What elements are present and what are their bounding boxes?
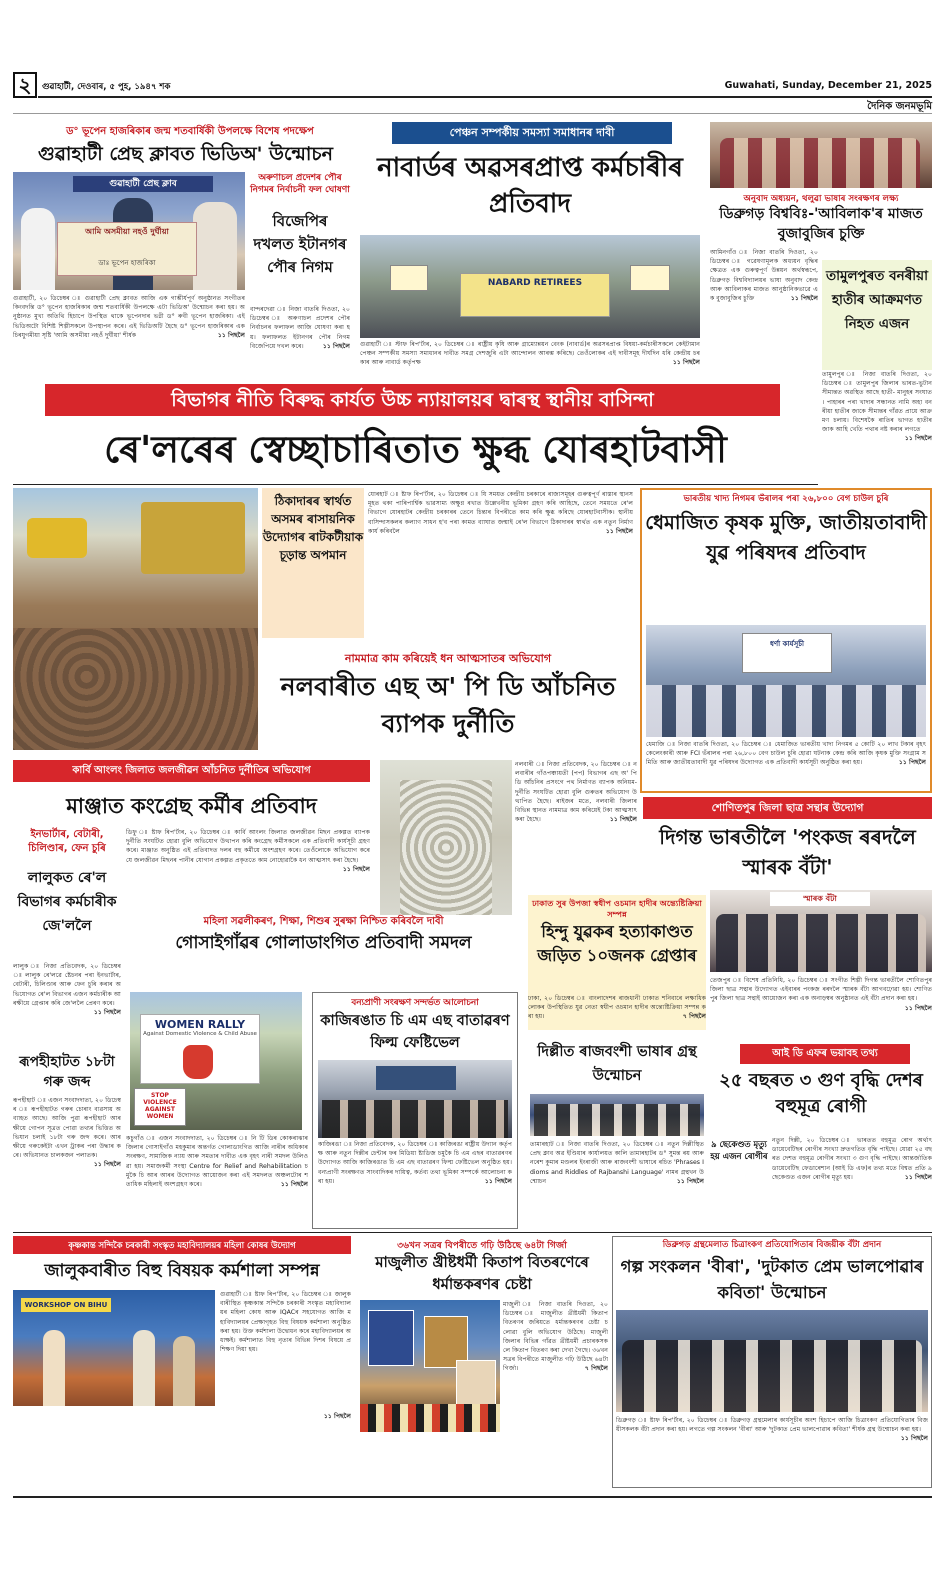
page-bottom-rule (13, 1496, 932, 1498)
story13-kicker: বন্যপ্ৰাণী সংৰক্ষণ সন্দৰ্ভত আলোচনা (351, 998, 479, 1008)
story14-jump[interactable]: ৭ পিছলৈ (682, 1013, 706, 1021)
story17-photo-dancer-2 (133, 1330, 155, 1406)
story7-kicker: নামমাত্ৰ কাম কৰিয়েই ধন আত্মসাতৰ অভিযোগ (344, 652, 552, 665)
story9-body (13, 962, 121, 1040)
story9-kicker: ইনভাৰ্টাৰ, বেটাৰী, চিলিণ্ডাৰ, ফেন চুৰি (28, 829, 106, 854)
story11-headline: দিগন্ত ভাৰতীলৈ 'পংকজ ৰৰদলৈ স্মাৰক বঁটা' (659, 825, 916, 879)
story3-headline: নাবাৰ্ডৰ অৱসৰপ্ৰাপ্ত কৰ্মচাৰীৰ প্ৰতিবাদ (377, 153, 683, 219)
story4-body (710, 248, 818, 373)
story11-body-text: তেজপুৰ ঃ বিশেষ প্ৰতিনিধি, ২০ ডিচেম্বৰ ঃ সংগীত শিল্পী দিগন্ত ভাৰতীলৈ শোণিতপুৰ জিলা ছাত্ৰ সন্থাৰ উদ্যোগত এইবাৰৰ পংকজ ৰৰদলৈ স্মাৰক বঁটা আগবঢ়োৱা হয়। শোণিতপুৰ জিলা ছাত্ৰ সন্থাই আয়োজন কৰা এক অনাড়ম্বৰ অনুষ্ঠানত এই বঁটা প্ৰদান কৰা হয়। (710, 977, 932, 1003)
story6-body-text: ধেমাজি ঃ নিজা বাতৰি দিওতা, ২০ ডিচেম্বৰ ঃ ধেমাজিত ভাৰতীয় খাদ্য নিগমৰ ৫ কোটি ২০ লাখ টকাৰ বৃহৎ কেলেংকাৰী আৰু FCI ভঁৰালৰ পৰা ২৬,৮০০ বেগ চাউল চুৰি হোৱা ঘটনাক কেন্দ্ৰ কৰি আজি কৃষক মুক্তি সংগ্ৰাম সমিতি আৰু জাতীয়তাবাদী যুৱ পৰিষদৰ উদ্যোগত এক প্ৰতিবাদী কাৰ্যসূচী অনুষ্ঠিত কৰা হয়। (646, 741, 926, 767)
story16-jump[interactable]: ১১ পিছলৈ (904, 1173, 932, 1181)
story1-photo-person-left (21, 208, 55, 290)
story2-headline: বিজেপিৰ দখলত ইটানগৰ পৌৰ নিগম (253, 212, 347, 276)
lead-photo (13, 488, 258, 750)
story14-headline: হিন্দু যুৱকৰ হত্যাকাণ্ডত জড়িত ১০জনক গ্ৰেপ্তাৰ (537, 922, 697, 965)
story16-body-text: নতুন দিল্লী, ২০ ডিচেম্বৰ ঃ ভাৰতত বহুমূত্ৰ ৰোগ অৰ্থাৎ ডায়েবেটিছৰ ৰোগীৰ সংখ্যা দ্ৰুতগতিত বৃদ্ধি পাইছে। যোৱা ২৫ বছৰত দেশত বহুমূত্ৰ ৰোগীৰ সংখ্যা ৩ গুণ বৃদ্ধি পাইছে। আন্তৰ্জাতিক ডায়েবেটিছ ফেডাৰেশ্যন (আই ডি এফ)ৰ তথ্য মতে বিশ্বত প্ৰতি ৯ ছেকেণ্ডত এজন ৰোগীৰ মৃত্যু হয়। (772, 1137, 932, 1181)
date-assamese: গুৱাহাটী, দেওবাৰ, ৫ পুহ, ১৯৪৭ শক (42, 82, 171, 92)
story15-photo (530, 1094, 704, 1136)
story18-headline: মাজুলীত খ্ৰীষ্টধৰ্মী কিতাপ বিতৰণেৰে ধৰ্মান্তকৰণৰ চেষ্টা (375, 1254, 589, 1293)
story5-body-text: তামুলপুৰ ঃ নিজা বাতৰি দিওতা, ২০ ডিচেম্বৰ ঃ তামুলপুৰ জিলাৰ ভাৰত-ভুটান সীমান্তত অৱস্থিত আছে হাতী- মানুহৰ সংঘাত। পাহাৰৰ পৰা খাদ্যৰ সন্ধানত নামি অহা বনৰীয়া হাতীৰ জাকে সীমান্তৰ গাঁৱত প্ৰায়ে আক্ৰমণ চলায়। বিশেষকৈ ৰাতিৰ ভাগত হাতীৰ জাক আহি খেতি পথাৰ নষ্ট কৰাৰ লগতে (822, 371, 932, 434)
story17-headline: জালুকবাৰীত বিহু বিষয়ক কৰ্মশালা সম্পন্ন (44, 1261, 320, 1281)
story7-body (515, 760, 637, 915)
story17-photo-dancer-3 (173, 1336, 195, 1406)
lead-photo-excavator (27, 518, 87, 558)
story3-photo-banner-text: NABARD RETIREES (487, 278, 583, 288)
story1-photo-poster-sub: ডাঃ ভূপেন হাজৰিকা (98, 259, 156, 267)
story17-body-bottom (13, 1412, 351, 1484)
story7-photo-road (400, 780, 492, 915)
story8-kicker: কাৰ্বি আংলং জিলাত জলজীৱন আঁচনিত দুৰ্নীতিৰ অভিযোগ (13, 760, 370, 782)
story1-body (13, 294, 245, 374)
story17-photo (13, 1290, 215, 1406)
story13-body (318, 1140, 512, 1226)
story10-body (13, 1096, 121, 1226)
lead-body-text: যোৰহাট ঃ ষ্টাফ ৰিপ'ৰ্টাৰ, ২০ ডিচেম্বৰ ঃ যি সময়ত কেন্দ্ৰীয় চৰকাৰে ৰাজ্যসমূহৰ গুৰুত্বপূৰ্ণ ৰাস্তাৰ স্থানসমূহত থকা পাৰিপাৰ্শ্বিক ভাৱসাম্য অক্ষুণ্ণ ৰখাত উল্লেখনীয় ভূমিকা গ্ৰহণ কৰি আহিছে, তেনে সময়তে ৰে'ল বিভাগে যোৰহাটৰ কেন্দ্ৰীয় চৰকাৰৰ তেনে চিন্তাৰ বিপৰীতে কাম কৰি ক্ষুব্ধ কৰিছে যোৰহাটবাসীক। স্থানীয় বাসিন্দাসকলৰ কল্যাণ সাধন হ'ব পৰা কামত ব্যাঘাত জন্মাই ৰে'ল বিভাগে ঠিকাদাৰৰ স্বাৰ্থত এক নতুন নিৰ্মাণকাৰ্য কৰিবলৈ (368, 491, 633, 535)
bottom-row-rule (13, 1232, 932, 1233)
story6-body (646, 740, 926, 790)
story15-headline: দিল্লীত ৰাজবংশী ভাষাৰ গ্ৰন্থ উন্মোচন (537, 1044, 697, 1084)
story3-photo-sign-left (390, 265, 428, 291)
story14-body (528, 994, 706, 1030)
story2-kicker: অৰুণাচল প্ৰদেশৰ পৌৰ নিগমৰ নিৰ্বাচনী ফল ঘোষণা (250, 173, 350, 195)
story12-headline: গোসাইগাঁৱৰ গোলাডাংগিত প্ৰতিবাদী সমদল (175, 933, 472, 953)
story6-headline: ধেমাজিত কৃষক মুক্তি, জাতীয়তাবাদী যুৱ পৰিষদৰ প্ৰতিবাদ (645, 511, 927, 564)
story17-photo-banner: WORKSHOP ON BIHU (21, 1298, 111, 1312)
story15-jump[interactable]: ১১ পিছলৈ (676, 1177, 704, 1185)
story16-body (772, 1136, 932, 1226)
story10-jump[interactable]: ১১ পিছলৈ (93, 1161, 121, 1169)
story19-jump[interactable]: ১১ পিছলৈ (900, 1435, 928, 1443)
story4-photo-people (720, 138, 920, 188)
lead-red-banner: বিভাগৰ নীতি বিৰুদ্ধ কাৰ্যত উচ্চ ন্যায়ালয়ৰ দ্বাৰস্থ স্থানীয় বাসিন্দা (45, 384, 780, 416)
story18-photo-book-1 (368, 1310, 414, 1366)
story12-photo-sign-text: STOP VIOLENCE AGAINST WOMEN (143, 1092, 177, 1120)
story4-headline: ডিব্ৰুগড় বিশ্ববিঃ-'আবিলাক'ৰ মাজত বুজাবুজিৰ চুক্তি (719, 206, 923, 242)
story8-body-text: ডিফু ঃ ষ্টাফ ৰিপ'ৰ্টাৰ, ২০ ডিচেম্বৰ ঃ কাৰ্বি আংলং জিলাত জলজীৱন মিছন প্ৰকল্পত ব্যাপক দুৰ্নীতি সংঘটিত হোৱা বুলি অভিযোগ উত্থাপন কৰি কংগ্ৰেছ কৰ্মীসকলে এক প্ৰতিবাদী কাৰ্যসূচী গ্ৰহণ কৰে। মাঞ্জাত অনুষ্ঠিত এই প্ৰতিবাদত দলৰ বহু কৰ্মীয়ে অংশগ্ৰহণ কৰে। তেওঁলোকে অভিযোগ কৰে যে জলজীৱন মিছনৰ পানীৰ যোগান প্ৰকল্পত প্ৰকৃততে কাম নোহোৱাকৈ ধন আত্মসাৎ কৰা হৈছে। (126, 829, 370, 864)
story12-kicker: মহিলা সৱলীকৰণ, শিক্ষা, শিশুৰ সুৰক্ষা নিশ্চিত কৰিবলৈ দাবী (203, 916, 444, 927)
story7-body-text: নলবাৰী ঃ নিজা প্ৰতিবেদক, ২০ ডিচেম্বৰ ঃ নলবাৰীৰ গাঁওপঞ্চায়তী (পপ) বিভাগৰ এছ অ' পি ডি আঁচনিৰ প্ৰসংগে পথ নিৰ্মাণত ব্যাপক অনিয়ম-দুৰ্নীতি সংঘটিত হোৱা বুলি গুৰুতৰ অভিযোগ উত্থাপিত হৈছে। ৰাইজৰ মতে, নলবাৰী জিলাৰ বিভিন্ন স্থানত নামমাত্ৰ কাম কৰিয়েই টকা আত্মসাৎ কৰা হৈছে। (515, 761, 637, 824)
story6-photo-sign (742, 633, 832, 673)
story19-body-text: ডিব্ৰুগড় ঃ ষ্টাফ ৰিপ'ৰ্টাৰ, ২০ ডিচেম্বৰ ঃ ডিব্ৰুগড় গ্ৰন্থমেলাৰ কাৰ্যসূচীৰ অংশ হিচাপে আজি চিত্ৰাংকণ প্ৰতিযোগিতাৰ বিজয়ীসকলক বঁটা প্ৰদান কৰা হয়। লগতে গল্প সংকলন 'বীৰা' আৰু 'দুটকাত প্ৰেম ভালপোৱাৰ কবিতা' শীৰ্ষক গ্ৰন্থ উন্মোচন কৰা হয়। (616, 1417, 928, 1434)
story17-body-text: গুৱাহাটী ঃ ষ্টাফ ৰিপ'ৰ্টাৰ, ২০ ডিচেম্বৰ ঃ জালুকবাৰীস্থিত কৃষ্ণকান্ত সন্দিকৈ চৰকাৰী সংস্কৃত মহাবিদ্যালয়ৰ মহিলা কোষ আৰু IQACৰ সহযোগত আজি মহাবিদ্যালয়ৰ প্ৰেক্ষাগৃহত বিহু বিষয়ক কৰ্মশালা অনুষ্ঠিত কৰা হয়। উক্ত কৰ্মশালা উদ্বোধন কৰে মহাবিদ্যালয়ৰ অধ্যক্ষই। কৰ্মশালাত বিহু নৃত্যৰ বিভিন্ন দিশৰ বিষয়ে প্ৰশিক্ষণ দিয়া হয়। (220, 1291, 351, 1354)
story3-body (360, 340, 700, 374)
story1-body-text: গুৱাহাটী, ২০ ডিচেম্বৰ ঃ গুৱাহাটী প্ৰেছ ক্লাবত আজি এক গাম্ভীৰ্যপূৰ্ণ অনুষ্ঠানত সংগীতৰ কিংবদন্তি ড° ভূপেন হাজৰিকাৰ জন্ম শতবাৰ্ষিকী উপলক্ষে এটা ভিডিঅ' উন্মোচন কৰা হয়। অনুষ্ঠানত মুখ্য অতিথি হিচাপে উপস্থিত থাকে ভূপেনদাৰ ভগ্নী ড° ৰুবী ভূপেন হাজৰিকা। এই ভিডিঅটো বিশিষ্ট শিল্পীসকলে উপস্থাপন কৰে। এই ভিডিঅটি হৈছে ড° ভূপেন হাজৰিকাৰ এক চিৰযুগমীয়া সৃষ্টি 'আমি অসমীয়া নহওঁ দুৰ্ঘীয়া' শীৰ্ষক (13, 295, 245, 339)
story4-jump[interactable]: ১১ পিছলৈ (790, 295, 818, 303)
story11-body (710, 976, 932, 1038)
story6-photo-crowd (646, 685, 926, 737)
story19-photo-people (622, 1340, 922, 1412)
story18-photo-cloth (360, 1404, 500, 1432)
story1-jump[interactable]: ১১ পিছলৈ (217, 331, 245, 339)
story17-photo-dancer-1 (43, 1330, 65, 1406)
story13-photo-screen (376, 1066, 456, 1090)
story15-photo-people (534, 1104, 700, 1136)
story10-headline: ৰূপহীহাটত ১৮টা গৰু জব্দ (19, 1054, 115, 1090)
story6-jump[interactable]: ১১ পিছলৈ (898, 759, 926, 767)
story2-jump[interactable]: ১১ পিছলৈ (322, 342, 350, 350)
story2-body-text: বান্দৰদেৱা ঃ নিজা বাতৰি দিওতা, ২০ ডিচেম্বৰ ঃ অৰুণাচল প্ৰদেশৰ পৌৰ নিৰ্বাচনৰ ফলাফল আজি ঘোষণা কৰা হয়। ফলাফলত ইটানগৰ পৌৰ নিগম বিজেপিয়ে দখল কৰে। (250, 306, 350, 350)
lead-body (368, 490, 633, 645)
story11-photo (710, 890, 932, 972)
page-number: ২ (18, 73, 32, 97)
story12-hand-icon (183, 1045, 213, 1079)
story12-photo-sign (134, 1088, 186, 1126)
story5-headline: তামুলপুৰত বনৰীয়া হাতীৰ আক্ৰমণত নিহত এজন (825, 268, 929, 332)
story10-body-text: ৰূপহীহাট ঃ এজন সংবাদদাতা, ২০ ডিচেম্বৰ ঃ ৰূপহীহাটত গৰুৰ চোৰাং ব্যৱসায় অব্যাহত আছে। আজি পুৱা ৰূপহীহাট আৰক্ষীয়ে গোপন সূত্ৰত পোৱা তথ্যৰ ভিত্তিত অভিযান চলাই ১৮টা গৰু জব্দ কৰে। আৰক্ষীয়ে গৰুকেইটা এখন ট্ৰাকৰ পৰা উদ্ধাৰ কৰে। অভিযানত চালকজন পলাতক। (13, 1097, 121, 1160)
lead-headline: ৰে'লৰেৰ স্বেচ্ছাচাৰিতাত ক্ষুব্ধ যোৰহাটবাসী (104, 428, 727, 471)
story9-jump[interactable]: ১১ পিছলৈ (93, 1009, 121, 1017)
story14-kicker: ঢাকাত সুৰ উপজা স্বধীপ ওচমান হাদীৰ অন্ত্যেষ্টিক্ৰিয়া সম্পন্ন (532, 898, 702, 919)
story19-body (616, 1416, 928, 1486)
story18-jump[interactable]: ৭ পিছলৈ (584, 1365, 608, 1373)
story13-headline: কাজিৰঙাত চি এম এছ বাতাৱৰণ ফিল্ম ফেষ্টিভেল (320, 1013, 510, 1051)
story12-jump[interactable]: ১১ পিছলৈ (280, 1181, 308, 1189)
story3-photo-banner (460, 273, 610, 317)
masthead-subrule (13, 113, 932, 114)
story6-photo (646, 625, 926, 737)
story9-headline: লালুকত ৰে'ল বিভাগৰ কৰ্মচাৰীক জে'ললৈ (17, 870, 117, 934)
story7-jump[interactable]: ১১ পিছলৈ (609, 816, 637, 824)
story13-jump[interactable]: ১১ পিছলৈ (484, 1177, 512, 1185)
story17-body-right (220, 1290, 351, 1410)
paper-name: দৈনিক জনমভূমি (867, 101, 932, 112)
story12-photo-banner (140, 1014, 260, 1084)
date-english: Guwahati, Sunday, December 21, 2025 (724, 80, 932, 91)
page-number-box (13, 72, 37, 98)
story17-jump[interactable]: ১১ পিছলৈ (323, 1413, 351, 1420)
lead-jump[interactable]: ১১ পিছলৈ (605, 527, 633, 535)
story11-kicker: শোণিতপুৰ জিলা ছাত্ৰ সন্থাৰ উদ্যোগ (643, 797, 932, 819)
story11-photo-banner: স্মাৰক বঁটা (770, 892, 870, 906)
story18-photo-book-3 (456, 1360, 496, 1410)
story1-photo (13, 172, 245, 290)
lead-photo-truck (141, 502, 245, 574)
story18-body (503, 1300, 608, 1485)
story6-photo-sign-text: ধৰ্ণা কাৰ্যসূচী (770, 640, 804, 648)
story7-headline: নলবাৰীত এছ অ' পি ডি আঁচনিত ব্যাপক দুৰ্নীতি (280, 672, 616, 738)
story19-kicker: ডিব্ৰুগড় গ্ৰন্থমেলাত চিত্ৰাংকণ প্ৰতিযোগিতাৰ বিজয়ীক বঁটা প্ৰদান (662, 1240, 882, 1250)
story1-headline: গুৱাহাটী প্ৰেছ ক্লাবত ভিডিঅ' উন্মোচন (37, 143, 334, 165)
story8-jump[interactable]: ১১ পিছলৈ (342, 865, 370, 873)
story5-jump[interactable]: ১১ পিছলৈ (904, 435, 932, 443)
story8-headline: মাঞ্জাত কংগ্ৰেছ কৰ্মীৰ প্ৰতিবাদ (66, 794, 317, 818)
story16-side-quote: ৯ ছেকেণ্ডত মৃত্যু হয় এজন ৰোগীৰ (710, 1139, 768, 1161)
story18-photo (360, 1300, 500, 1432)
story3-photo (360, 235, 700, 338)
story6-kicker: ভাৰতীয় খাদ্য নিগমৰ ভঁৰালৰ পৰা ২৬,৮০০ বেগ চাউল চুৰি (683, 494, 889, 504)
story12-photo-banner-title: WOMEN RALLY (154, 1018, 246, 1031)
story14-body-text: ঢাকা, ২০ ডিচেম্বৰ ঃ বাংলাদেশৰ ৰাজধানী ঢাকাত শনিবাৰে লক্ষাধিক লোকৰ উপস্থিতিত যুৱ নেতা স্বধীপ ওচমান হাদীৰ অন্ত্যেষ্টিক্ৰিয়া সম্পন্ন কৰা হয়। (528, 995, 706, 1021)
story3-jump[interactable]: ১১ পিছলৈ (672, 359, 700, 367)
story4-photo (710, 122, 932, 188)
story16-headline: ২৫ বছৰত ৩ গুণ বৃদ্ধি দেশৰ বহুমূত্ৰ ৰোগী (719, 1070, 923, 1117)
story3-body-text: গুৱাহাটী ঃ স্টাফ ৰিপ'ৰ্টাৰ, ২০ ডিচেম্বৰ ঃ ৰাষ্ট্ৰীয় কৃষি আৰু গ্ৰাম্যোন্নয়ন বেংক (নাবাৰ্ড)ৰ অৱসৰপ্ৰাপ্ত বিষয়া-কৰ্মচাৰীসকলে কেইটামান পেঞ্চন সম্পৰ্কীয় সমস্যা সমাধানৰ দাবীত সমগ্ৰ দেশজুৰি এটা আন্দোলন আৰম্ভ কৰিছে। তেওঁলোকৰ এই দাবীসমূহ দীৰ্ঘদিন ধৰি কেন্দ্ৰীয় চৰকাৰ আৰু নাবাৰ্ড কৰ্তৃপক্ষ (360, 341, 700, 367)
story13-photo (318, 1060, 512, 1138)
lead-photo-ground (13, 628, 258, 750)
story4-kicker: অনুবাদ অধ্যয়ন, থলুৱা ভাষাৰ সংৰক্ষণৰ লক্ষ্য (743, 194, 899, 204)
lead-quote: ঠিকাদাৰৰ স্বাৰ্থত অসমৰ ৰাসায়নিক উদ্যোগৰ ৰাটকটীয়াক চূড়ান্ত অপমান (262, 494, 364, 562)
story1-photo-poster-title: আমি অসমীয়া নহওঁ দুৰ্ঘীয়া (85, 227, 169, 236)
story2-body (250, 305, 350, 375)
story4-body-text: আমিনগাঁও ঃ নিজা বাতৰি দিওতা, ২০ ডিচেম্বৰ ঃ গৱেষণামূলক অধ্যয়ন বৃদ্ধিৰ ক্ষেত্ৰত এক গুৰুত্বপূৰ্ণ উন্নয়ন অৰ্থস্বৰূপে, ডিব্ৰুগড় বিশ্ববিদ্যালয়ৰ ভাষা অনুবাদ কেন্দ্ৰ আৰু আবিলাকৰ মাজত আনুষ্ঠানিকভাৱে এক বুজাবুজিৰ চুক্তি (710, 249, 818, 303)
story7-photo (380, 760, 512, 915)
story18-kicker: ৩৬খন সত্ৰৰ বিপৰীতে গঢ়ি উঠিছে ৬৪টা গিৰ্জা (397, 1240, 567, 1251)
story1-photo-poster (57, 222, 197, 276)
story12-photo-banner-sub: Against Domestic Violence & Child Abuse (143, 1031, 257, 1037)
lead-rule (13, 484, 818, 485)
story11-jump[interactable]: ১১ পিছলৈ (904, 1004, 932, 1012)
story3-kicker: পেঞ্চন সম্পৰ্কীয় সমস্যা সমাধানৰ দাবী (392, 122, 672, 144)
story12-body (126, 1134, 308, 1226)
story18-body-text: মাজুলী ঃ নিজা বাতৰি দিওতা, ২০ ডিচেম্বৰ ঃ মাজুলীত খ্ৰীষ্টধৰ্মী কিতাপ বিতৰণৰ জৰিয়তে ধৰ্মান্তকৰণৰ চেষ্টা চলোৱা বুলি অভিযোগ উঠিছে। মাজুলী জিলাৰ বিভিন্ন গাঁৱত খ্ৰীষ্টধৰ্মী প্ৰচাৰকসকলে কিতাপ বিতৰণ কৰা দেখা গৈছে। ৩৬খন সত্ৰৰ বিপৰীতে মাজুলীত গঢ়ি উঠিছে ৬৪টা গিৰ্জা। (503, 1301, 608, 1373)
story9-body-text: লালুক ঃ নিজা প্ৰতিবেদক, ২০ ডিচেম্বৰ ঃ লালুক ৰে'লৱে ষ্টেচনৰ পৰা ইনভাৰ্টাৰ, বেটাৰী, চিলিণ্ডাৰ আৰু ফেন চুৰি কৰাৰ অভিযোগত ৰে'ল বিভাগৰ এজন কৰ্মচাৰীক আৰক্ষীয়ে গ্ৰেপ্তাৰ কৰি জে'ললৈ প্ৰেৰণ কৰে। (13, 963, 121, 1007)
masthead-rule (38, 96, 932, 98)
story11-photo-people (716, 914, 926, 972)
story3-photo-sign-right (630, 265, 670, 291)
story12-photo (130, 992, 302, 1130)
story1-photo-banner: গুৱাহাটী প্ৰেছ ক্লাব (73, 176, 213, 192)
story1-photo-person-right (193, 202, 237, 290)
story8-body (126, 828, 370, 908)
story15-body (530, 1140, 704, 1228)
story19-photo (616, 1310, 928, 1412)
story1-kicker: ড° ভূপেন হাজৰিকাৰ জন্ম শতবাৰ্ষিকী উপলক্ষে বিশেষ পদক্ষেপ (66, 126, 314, 137)
story12-body-text: কচুগাঁও ঃ এজন সংবাদদাতা, ২০ ডিচেম্বৰ ঃ নি টি ডিৰ কোকৰাঝাৰ জিলাৰ গোসাইগাঁও মহকুমাৰ অন্তৰ্গত গোলাডাংগিত আজি নাৰীৰ অধিকাৰ সংৰক্ষণ, সামাজিক ন্যায় আৰু সমতাৰ দাবীত এক বৃহৎ নাৰী সমদল উলিওৱা হয়। সমাজকৰ্মী সংস্থা Centre for Relief and Rehabilitation চমুকৈ চি আৰ আৰৰ উদ্যোগত আয়োজন কৰা এই সমদলত অঞ্চলটোৰ শতাধিক মহিলাই অংশগ্ৰহণ কৰে। (126, 1135, 308, 1189)
story15-body-text: তামাৰহাট ঃ নিজা বাতৰি দিওতা, ২০ ডিচেম্বৰ ঃ নতুন দিল্লীস্থিত প্ৰেছ ক্লাব অৱ ইণ্ডিয়াৰ কাৰ্যালয়ত কালি তামাৰহাটৰ ড° সুমন্ত ৰয় আৰু নৰেশ কুমাৰ মণ্ডলৰ ইংৰাজী আৰু ৰাজবংশী ভাষাৰে ৰচিত 'Phrases Idioms and Riddles of Rajbanshi Language' নামৰ গ্ৰন্থখন উন্মোচন (530, 1141, 704, 1185)
story13-body-text: কাজিৰঙা ঃ নিজা প্ৰতিবেদক, ২০ ডিচেম্বৰ ঃ কাজিৰঙা ৰাষ্ট্ৰীয় উদ্যান কৰ্তৃপক্ষ আৰু নতুন দিল্লীৰ চেন্টাৰ ফৰ মিডিয়া ষ্টাডিজ চমুকৈ চি এম এছৰ বাতাৱৰণৰ উদ্যোগত আজি কাজিৰঙাত চি এম এছ বাতাৱৰণ ফিল্ম ফেষ্টিভেল অনুষ্ঠিত হয়। বন্যপ্ৰাণী সংৰক্ষণত সাংবাদিকৰ দায়িত্ব, কৰ্তব্য তথা ভূমিকা সম্পৰ্কে আলোচনা কৰা হয়। (318, 1141, 512, 1185)
story19-headline: গল্প সংকলন 'বীৰা', 'দুটকাত প্ৰেম ভালপোৱাৰ কবিতা' উন্মোচন (620, 1257, 924, 1302)
story16-kicker: আই ডি এফৰ ভয়াবহ তথ্য (740, 1044, 910, 1064)
story13-photo-panel (322, 1100, 508, 1138)
story17-kicker: কৃষ্ণকান্ত সন্দিকৈ চৰকাৰী সংস্কৃত মহাবিদ্যালয়ৰ মহিলা কোষৰ উদ্যোগ (13, 1236, 351, 1254)
